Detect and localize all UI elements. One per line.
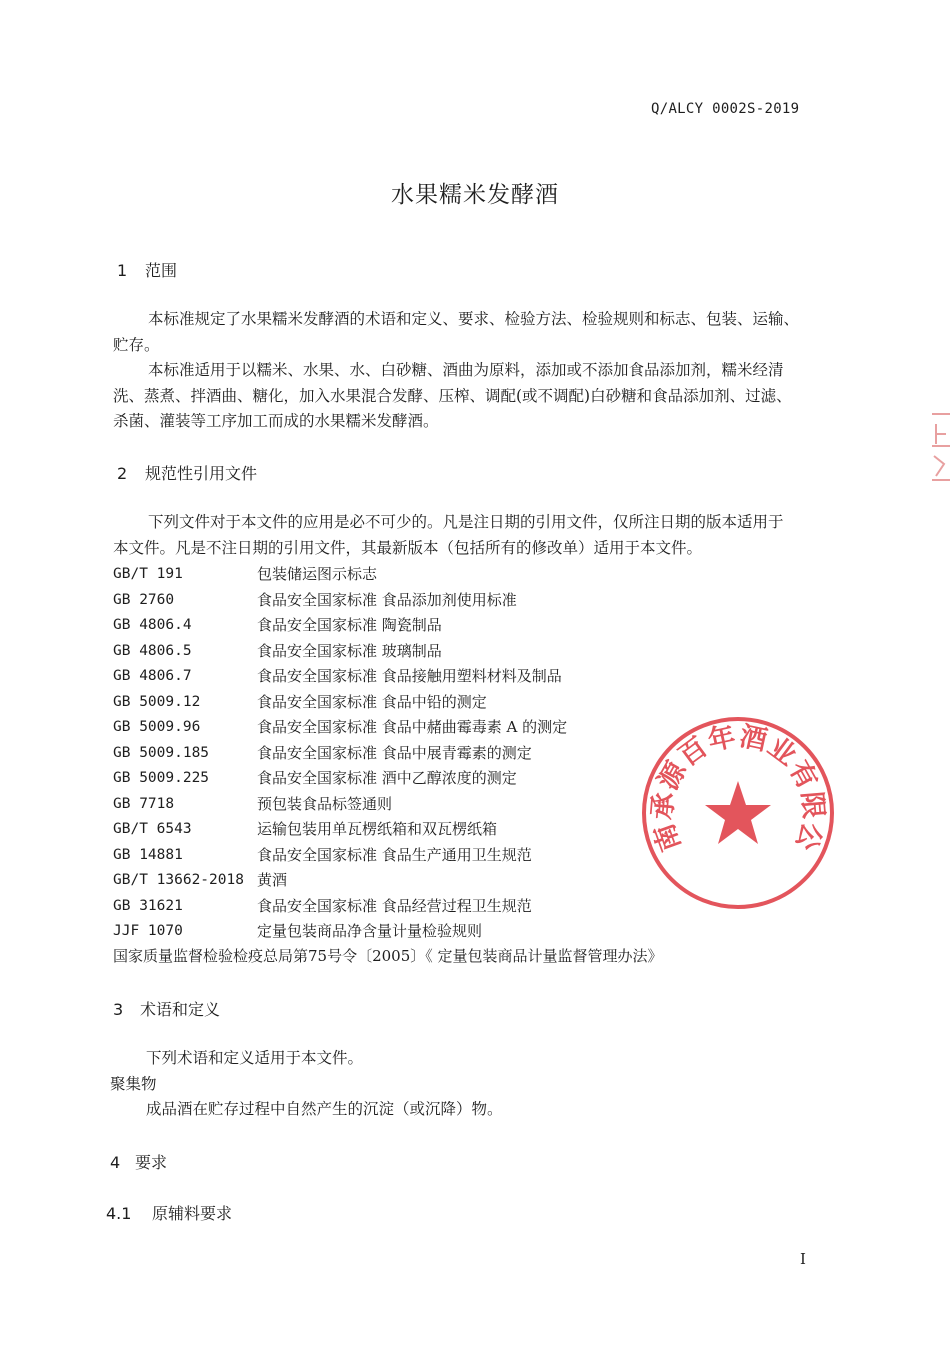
reference-title: 定量包装商品净含量计量检验规则 <box>257 922 483 940</box>
reference-title: 食品安全国家标准 陶瓷制品 <box>257 616 442 634</box>
text-line: 本标准适用于以糯米、水果、水、白砂糖、酒曲为原料，添加或不添加食品添加剂，糯米经清 <box>148 361 784 379</box>
text-line: 下列文件对于本文件的应用是必不可少的。凡是注日期的引用文件，仅所注日期的版本适用于 <box>148 513 784 531</box>
section-title: 范围 <box>145 261 178 280</box>
section-2-heading <box>117 461 257 484</box>
reference-title: 食品安全国家标准 食品接触用塑料材料及制品 <box>257 667 562 685</box>
standard-code: Q/ALCY 0002S-2019 <box>651 101 800 117</box>
reference-code: GB 7718 <box>113 795 175 812</box>
scope-paragraph <box>113 307 799 435</box>
edge-stamp-mark <box>928 410 950 485</box>
reference-code: GB 5009.96 <box>113 719 201 735</box>
reference-title: 运输包装用单瓦楞纸箱和双瓦楞纸箱 <box>257 820 498 838</box>
reference-code: GB 5009.12 <box>113 693 201 710</box>
reference-code: GB/T 191 <box>113 566 183 582</box>
section-title: 规范性引用文件 <box>145 464 258 483</box>
section-number: 4 <box>110 1153 121 1172</box>
reference-title: 食品安全国家标准 食品添加剂使用标准 <box>257 590 517 609</box>
document-title: 水果糯米发酵酒 <box>391 182 559 208</box>
reference-title: 预包装食品标签通则 <box>257 794 393 813</box>
decree-reference: 国家质量监督检验检疫总局第75号令〔2005〕《 定量包装商品计量监督管理办法》 <box>113 947 663 965</box>
reference-code: GB/T 6543 <box>113 821 192 837</box>
reference-code: GB 14881 <box>113 846 183 863</box>
seal-star-icon <box>705 781 771 844</box>
reference-code: GB 4806.5 <box>113 642 192 659</box>
reference-code: GB 5009.225 <box>113 770 210 786</box>
reference-code: JJF 1070 <box>113 923 183 939</box>
term-name: 聚集物 <box>110 1074 157 1093</box>
reference-code: GB 4806.4 <box>113 617 192 633</box>
section-3-heading <box>113 997 220 1020</box>
section-number: 2 <box>117 464 128 483</box>
seal-text: 南承源百年酒业有限公 <box>647 720 829 856</box>
reference-title: 食品安全国家标准 酒中乙醇浓度的测定 <box>257 769 517 787</box>
section-title: 要求 <box>135 1153 168 1172</box>
reference-title: 食品安全国家标准 食品经营过程卫生规范 <box>257 896 532 915</box>
reference-title: 食品安全国家标准 食品中赭曲霉毒素 A 的测定 <box>257 718 568 736</box>
reference-title: 食品安全国家标准 食品生产通用卫生规范 <box>257 845 532 864</box>
normative-intro <box>113 510 784 561</box>
terms-body <box>110 1046 503 1123</box>
reference-title: 食品安全国家标准 玻璃制品 <box>257 641 442 660</box>
text-line: 本标准规定了水果糯米发酵酒的术语和定义、要求、检验方法、检验规则和标志、包装、运输、 <box>148 310 800 328</box>
reference-code: GB 4806.7 <box>113 668 192 684</box>
text-line: 下列术语和定义适用于本文件。 <box>146 1049 364 1067</box>
company-seal <box>640 715 836 911</box>
section-4-1-heading <box>106 1201 232 1224</box>
page-number: I <box>800 1250 806 1268</box>
text-line: 贮存。 <box>113 335 160 354</box>
section-title: 术语和定义 <box>140 1000 221 1019</box>
term-definition: 成品酒在贮存过程中自然产生的沉淀（或沉降）物。 <box>146 1100 503 1118</box>
section-number: 1 <box>117 261 128 280</box>
reference-title: 食品安全国家标准 食品中展青霉素的测定 <box>257 743 532 762</box>
text-line: 杀菌、灌装等工序加工而成的水果糯米发酵酒。 <box>113 412 439 430</box>
section-1-heading <box>117 258 177 281</box>
reference-code: GB/T 13662-2018 <box>113 872 244 888</box>
section-number: 3 <box>113 1000 124 1019</box>
section-number: 4.1 <box>106 1204 132 1223</box>
section-4-heading <box>110 1150 167 1173</box>
reference-code: GB 31621 <box>113 897 183 914</box>
reference-title: 食品安全国家标准 食品中铅的测定 <box>257 692 487 711</box>
svg-text:湖南承源百年酒业有限公司 <box>640 715 829 855</box>
reference-title: 黄酒 <box>257 871 288 889</box>
text-line: 洗、蒸煮、拌酒曲、糖化，加入水果混合发酵、压榨、调配(或不调配)白砂糖和食品添加剂、过滤、 <box>113 386 792 405</box>
text-line: 本文件。凡是不注日期的引用文件，其最新版本（包括所有的修改单）适用于本文件。 <box>113 538 703 557</box>
reference-title: 包装储运图示标志 <box>257 565 378 583</box>
section-title: 原辅料要求 <box>152 1204 233 1223</box>
reference-code: GB 2760 <box>113 591 175 608</box>
reference-code: GB 5009.185 <box>113 744 210 761</box>
